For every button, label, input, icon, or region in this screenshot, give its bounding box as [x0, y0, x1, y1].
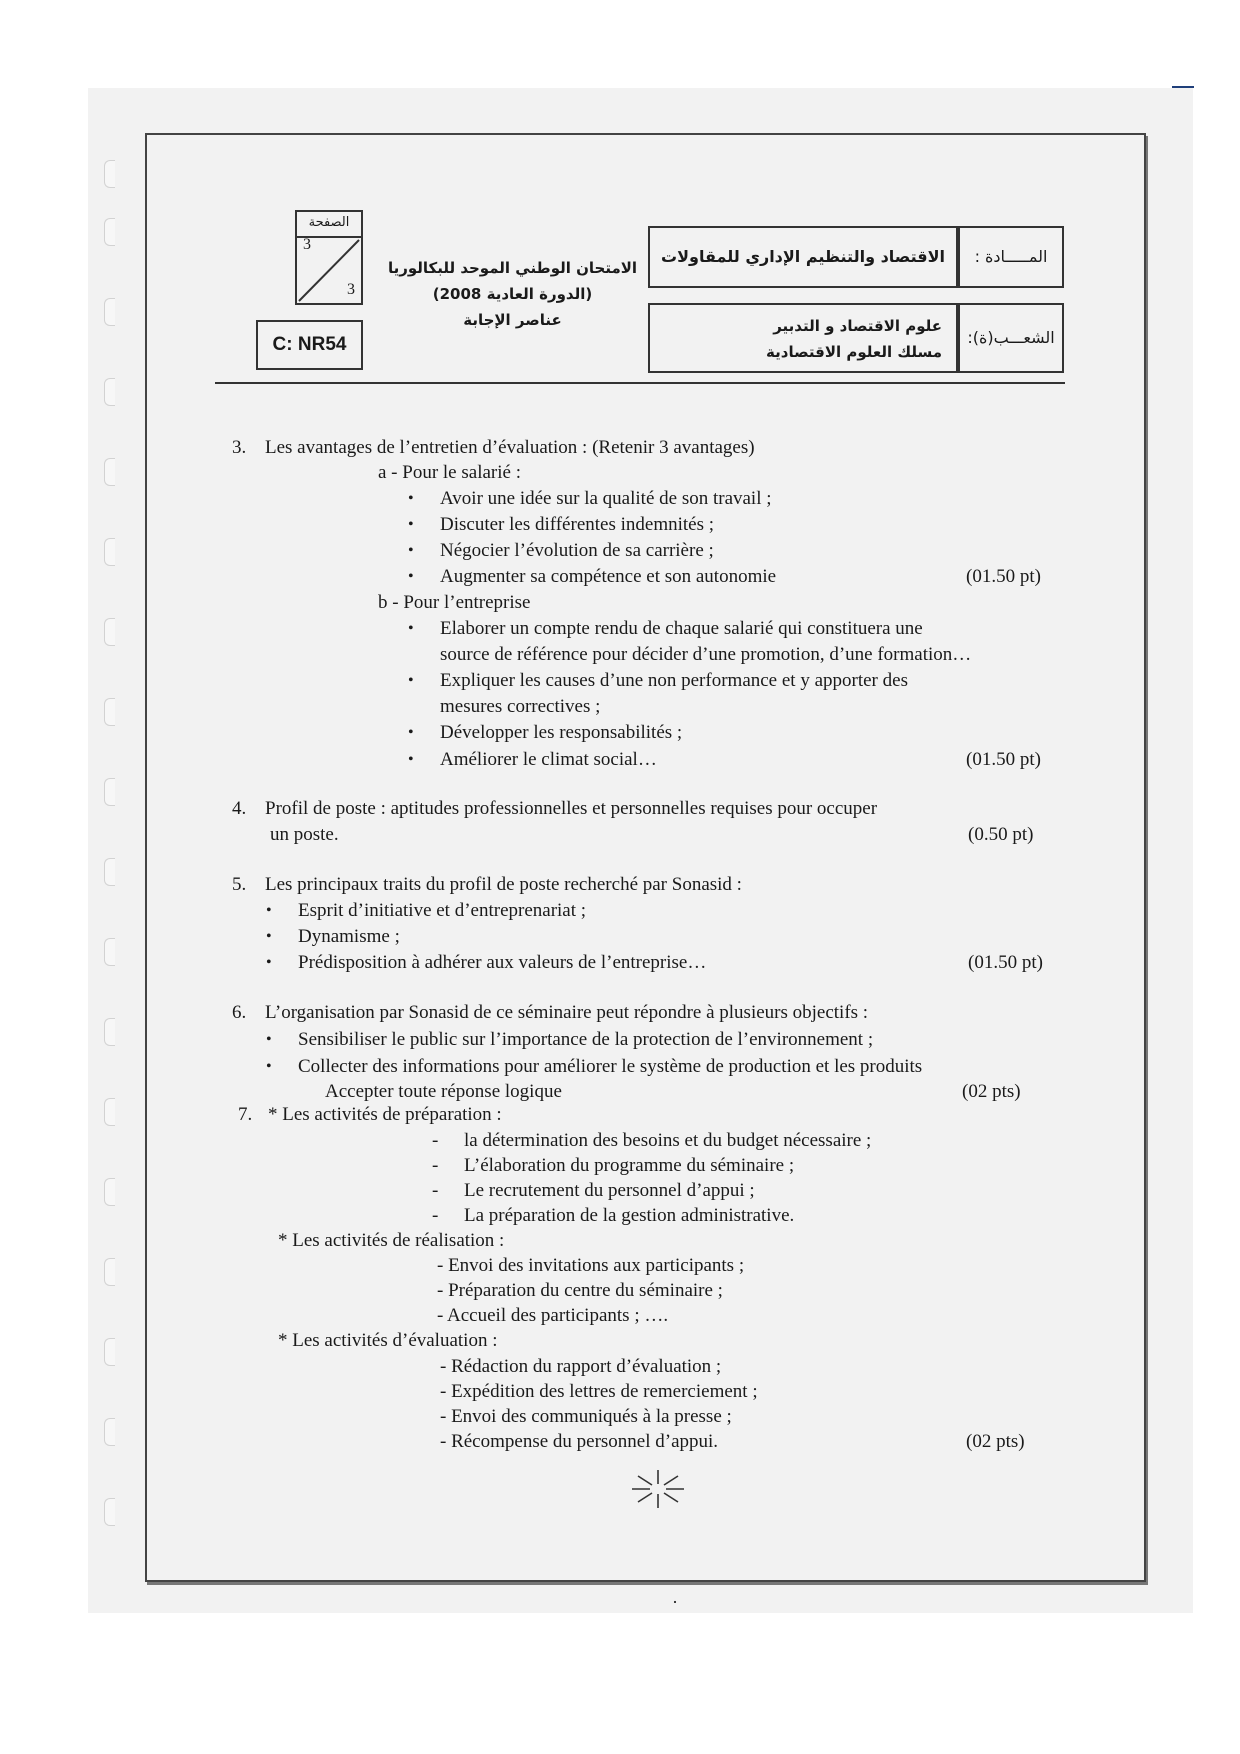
- binder-hole: [104, 618, 115, 646]
- subsection-title: * Les activités d’évaluation :: [278, 1330, 498, 1351]
- question-number: 7.: [238, 1104, 253, 1125]
- branch-value: [648, 303, 958, 373]
- list-item: - Envoi des communiqués à la presse ;: [440, 1406, 732, 1427]
- list-item: - Expédition des lettres de remerciement ;: [440, 1381, 758, 1402]
- binder-hole: [104, 160, 115, 188]
- page-number-box: [295, 210, 363, 305]
- list-item: - L’élaboration du programme du séminaire ;: [464, 1154, 794, 1178]
- subsection-title: * Les activités de réalisation :: [278, 1230, 505, 1251]
- list-item: • Discuter les différentes indemnités ;: [440, 513, 714, 537]
- list-item: - Récompense du personnel d’appui.: [440, 1431, 719, 1452]
- binder-hole: [104, 1498, 115, 1526]
- binder-hole: [104, 1338, 115, 1366]
- binder-hole: [104, 1018, 115, 1046]
- page-current: 3: [303, 236, 311, 253]
- list-item: - Préparation du centre du séminaire ;: [437, 1280, 723, 1301]
- exam-code: C: NR54: [256, 320, 363, 370]
- subsection-title: b - Pour l’entreprise: [378, 592, 531, 613]
- subsection-title: a - Pour le salarié :: [378, 462, 521, 483]
- binder-hole: [104, 1098, 115, 1126]
- list-item: • Expliquer les causes d’une non performance et y apporter des: [440, 669, 908, 693]
- exam-title-line: (الدورة العادية 2008): [432, 285, 593, 303]
- binder-hole: [104, 298, 115, 326]
- points: (02 pts): [966, 1431, 1025, 1452]
- list-item: - Accueil des participants ; ….: [437, 1305, 669, 1326]
- question-number: 6.: [232, 1002, 247, 1023]
- scan-edge-mark: [1172, 86, 1194, 88]
- list-item: - Rédaction du rapport d’évaluation ;: [440, 1356, 722, 1377]
- points: (01.50 pt): [968, 952, 1043, 973]
- points: (02 pts): [962, 1081, 1021, 1102]
- binder-hole: [104, 698, 115, 726]
- list-item: • Esprit d’initiative et d’entreprenariat ;: [298, 899, 586, 923]
- list-item: • Développer les responsabilités ;: [440, 721, 682, 745]
- header-divider: [215, 382, 1065, 384]
- list-item: - Envoi des invitations aux participants ;: [437, 1255, 745, 1276]
- list-item: - la détermination des besoins et du budget nécessaire ;: [464, 1129, 871, 1153]
- list-item: • Avoir une idée sur la qualité de son travail ;: [440, 487, 772, 511]
- exam-title-line: عناصر الإجابة: [463, 311, 562, 329]
- binder-hole: [104, 1258, 115, 1286]
- list-item: - La préparation de la gestion administrative.: [464, 1204, 794, 1228]
- question-title: Les avantages de l’entretien d’évaluation : (Retenir 3 avantages): [265, 437, 755, 458]
- question-number: 5.: [232, 874, 247, 895]
- list-item: • Améliorer le climat social…: [440, 748, 657, 772]
- binder-hole: [104, 378, 115, 406]
- list-item: • Sensibiliser le public sur l’importance de la protection de l’environnement ;: [298, 1028, 873, 1052]
- list-item: • Collecter des informations pour améliorer le système de production et les produits: [298, 1055, 922, 1079]
- binder-hole: [104, 458, 115, 486]
- list-item: • Augmenter sa compétence et son autonomie: [440, 565, 776, 589]
- page-label: الصفحة: [297, 212, 361, 238]
- list-item: - Le recrutement du personnel d’appui ;: [464, 1179, 755, 1203]
- list-item: • Dynamisme ;: [298, 925, 400, 949]
- binder-hole: [104, 858, 115, 886]
- list-item: • Prédisposition à adhérer aux valeurs de l’entreprise…: [298, 951, 706, 975]
- exam-title-line: الامتحان الوطني الموحد للبكالوريا: [387, 259, 638, 277]
- note: Accepter toute réponse logique: [325, 1081, 562, 1102]
- points: (01.50 pt): [966, 749, 1041, 770]
- question-text: Profil de poste : aptitudes professionnelles et personnelles requises pour occuper: [265, 798, 878, 819]
- subject-value: الاقتصاد والتنظيم الإداري للمقاولات: [648, 226, 958, 288]
- binder-hole: [104, 1178, 115, 1206]
- question-number: 3.: [232, 437, 247, 458]
- question-title: L’organisation par Sonasid de ce séminaire peut répondre à plusieurs objectifs :: [265, 1002, 869, 1023]
- points: (0.50 pt): [968, 824, 1034, 845]
- binder-hole: [104, 778, 115, 806]
- question-title: Les principaux traits du profil de poste recherché par Sonasid :: [265, 874, 742, 895]
- list-item-continuation: source de référence pour décider d’une promotion, d’une formation…: [440, 644, 972, 665]
- branch-line: علوم الاقتصاد و التدبير: [773, 317, 942, 335]
- list-item: • Négocier l’évolution de sa carrière ;: [440, 539, 714, 563]
- scan-speck: ·: [672, 1592, 678, 1612]
- question-number: 4.: [232, 798, 247, 819]
- branch-line: مسلك العلوم الاقتصادية: [766, 343, 942, 361]
- list-item-continuation: mesures correctives ;: [440, 696, 601, 717]
- binder-hole: [104, 938, 115, 966]
- binder-hole: [104, 218, 115, 246]
- page-total: 3: [347, 281, 355, 298]
- list-item: • Elaborer un compte rendu de chaque salarié qui constituera une: [440, 617, 923, 641]
- binder-hole: [104, 1418, 115, 1446]
- question-text: un poste.: [270, 824, 339, 845]
- subject-label: المـــــادة :: [958, 226, 1064, 288]
- end-ornament-icon: [628, 1466, 688, 1512]
- exam-title: [380, 255, 645, 333]
- binder-hole: [104, 538, 115, 566]
- points: (01.50 pt): [966, 566, 1041, 587]
- subsection-title: * Les activités de préparation :: [268, 1104, 502, 1125]
- branch-label: الشعـــب(ة):: [958, 303, 1064, 373]
